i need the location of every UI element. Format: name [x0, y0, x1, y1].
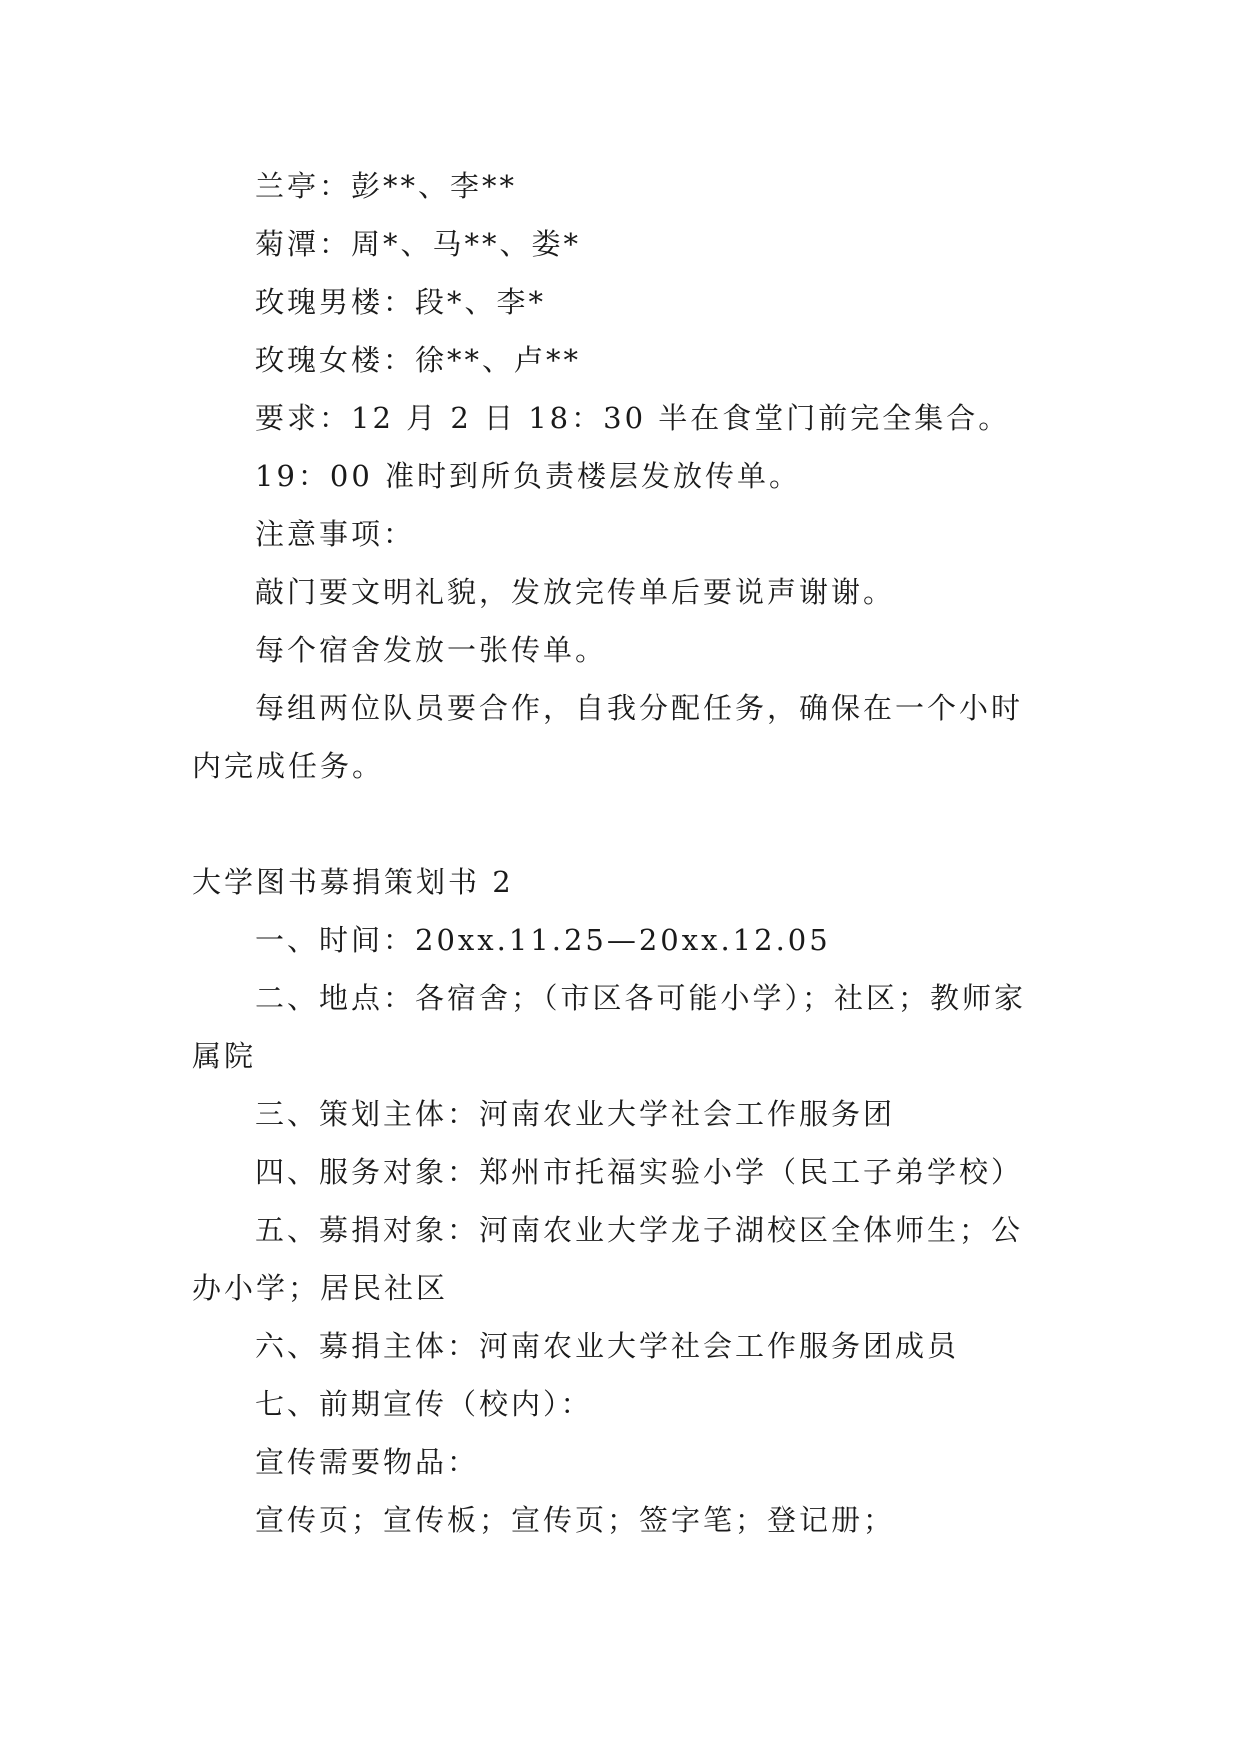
text-line: 四、服务对象：郑州市托福实验小学（民工子弟学校）	[255, 1155, 1024, 1189]
text-line: 玫瑰男楼：段*、李*	[255, 285, 547, 319]
text-line: 二、地点：各宿舍；（市区各可能小学）；社区；教师家	[255, 981, 1027, 1015]
text-line: 一、时间：20xx.11.25—20xx.12.05	[255, 923, 831, 957]
text-line: 兰亭：彭**、李**	[255, 169, 518, 203]
text-line: 五、募捐对象：河南农业大学龙子湖校区全体师生；公	[255, 1213, 1024, 1247]
text-line: 宣传需要物品：	[255, 1445, 480, 1479]
text-line: 注意事项：	[255, 517, 416, 551]
text-line: 19：00 准时到所负责楼层发放传单。	[255, 459, 802, 493]
text-line: 三、策划主体：河南农业大学社会工作服务团	[255, 1097, 896, 1131]
section-title: 大学图书募捐策划书 2	[192, 865, 514, 899]
text-line: 宣传页；宣传板；宣传页；签字笔；登记册；	[255, 1503, 896, 1537]
text-line: 六、募捐主体：河南农业大学社会工作服务团成员	[255, 1329, 960, 1363]
text-line: 七、前期宣传（校内）：	[255, 1387, 593, 1421]
text-line: 办小学；居民社区	[192, 1271, 449, 1305]
text-line: 菊潭：周*、马**、娄*	[255, 227, 582, 261]
text-line: 每组两位队员要合作，自我分配任务，确保在一个小时	[255, 691, 1024, 725]
text-line: 敲门要文明礼貌，发放完传单后要说声谢谢。	[255, 575, 896, 609]
text-line: 玫瑰女楼：徐**、卢**	[255, 343, 582, 377]
text-line: 属院	[192, 1039, 257, 1073]
text-line: 要求：12 月 2 日 18：30 半在食堂门前完全集合。	[255, 401, 1011, 435]
text-line: 内完成任务。	[192, 749, 385, 783]
text-line: 每个宿舍发放一张传单。	[255, 633, 608, 667]
